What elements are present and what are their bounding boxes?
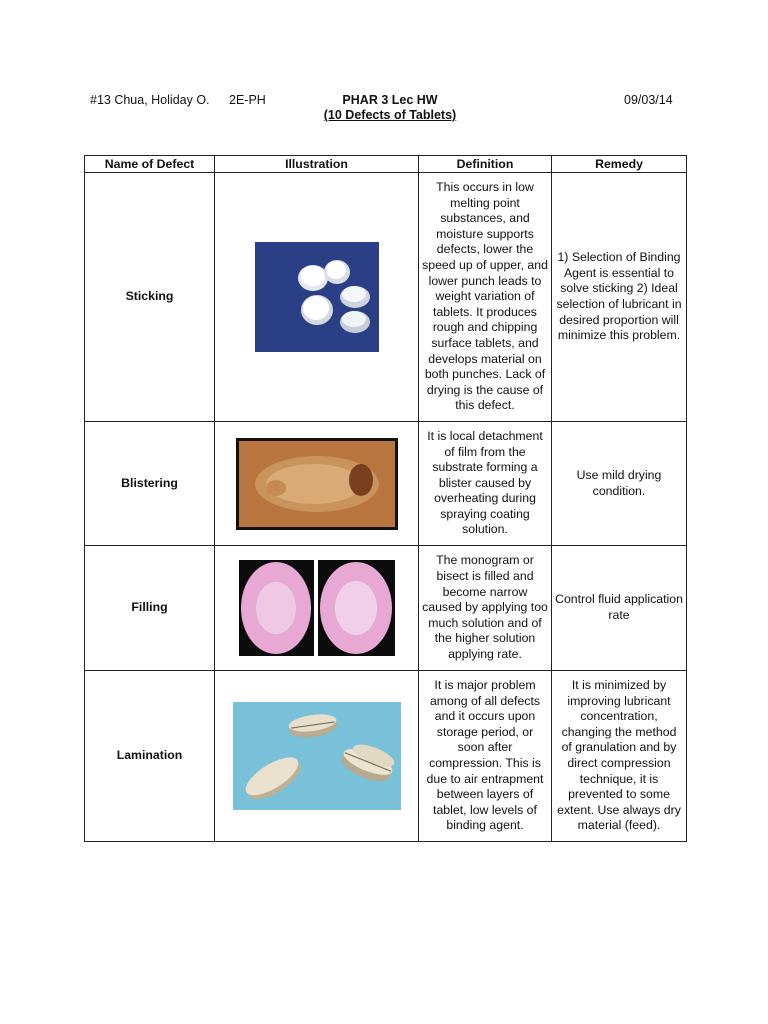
defect-definition: It is local detachment of film from the substrate forming a blister caused by overheating during spraying coating solution.	[419, 422, 552, 546]
blistering-tablet-image	[236, 438, 398, 530]
student-name: #13 Chua, Holiday O.	[90, 93, 210, 107]
table-header-row	[85, 156, 687, 173]
defect-name: Filling	[85, 546, 215, 671]
table-row	[85, 422, 687, 546]
sticking-tablets-image	[255, 242, 379, 352]
defect-remedy: Control fluid application rate	[552, 546, 687, 671]
defect-definition: It is major problem among of all defects and it occurs upon storage period, or soon after compression. This is due to air entrapment between layers of tablet, low levels of binding agent.	[419, 671, 552, 842]
column-header-illustration: Illustration	[215, 156, 419, 173]
defect-remedy: Use mild drying condition.	[552, 422, 687, 546]
document-title: PHAR 3 Lec HW	[342, 93, 438, 107]
defect-name: Blistering	[85, 422, 215, 546]
document-title-block	[300, 93, 480, 123]
illustration-cell	[215, 546, 419, 671]
document-date: 09/03/14	[624, 93, 673, 107]
illustration-cell	[215, 671, 419, 842]
defect-remedy: It is minimized by improving lubricant concentration, changing the method of granulation and by direct compression technique, it is prevented to some extent. Use always dry material (feed).	[552, 671, 687, 842]
table-row	[85, 173, 687, 422]
defect-definition: The monogram or bisect is filled and become narrow caused by applying too much solution and of the higher solution applying rate.	[419, 546, 552, 671]
table-row	[85, 671, 687, 842]
defect-definition: This occurs in low melting point substances, and moisture supports defects, lower the speed up of upper, and lower punch leads to weight variation of tablets. It produces rough and chipping surface tablets, and develops material on both punches. Lack of drying is the cause of this defect.	[419, 173, 552, 422]
defect-name: Lamination	[85, 671, 215, 842]
illustration-cell	[215, 173, 419, 422]
column-header-definition: Definition	[419, 156, 552, 173]
defects-table	[84, 155, 687, 842]
lamination-tablets-image	[233, 702, 401, 810]
column-header-name: Name of Defect	[85, 156, 215, 173]
defect-name: Sticking	[85, 173, 215, 422]
document-subtitle: (10 Defects of Tablets)	[323, 108, 457, 122]
illustration-cell	[215, 422, 419, 546]
table-row	[85, 546, 687, 671]
section-label: 2E-PH	[229, 93, 266, 107]
column-header-remedy: Remedy	[552, 156, 687, 173]
filling-tablets-image	[239, 560, 395, 656]
defect-remedy: 1) Selection of Binding Agent is essential to solve sticking 2) Ideal selection of lubricant in desired proportion will minimize this problem.	[552, 173, 687, 422]
